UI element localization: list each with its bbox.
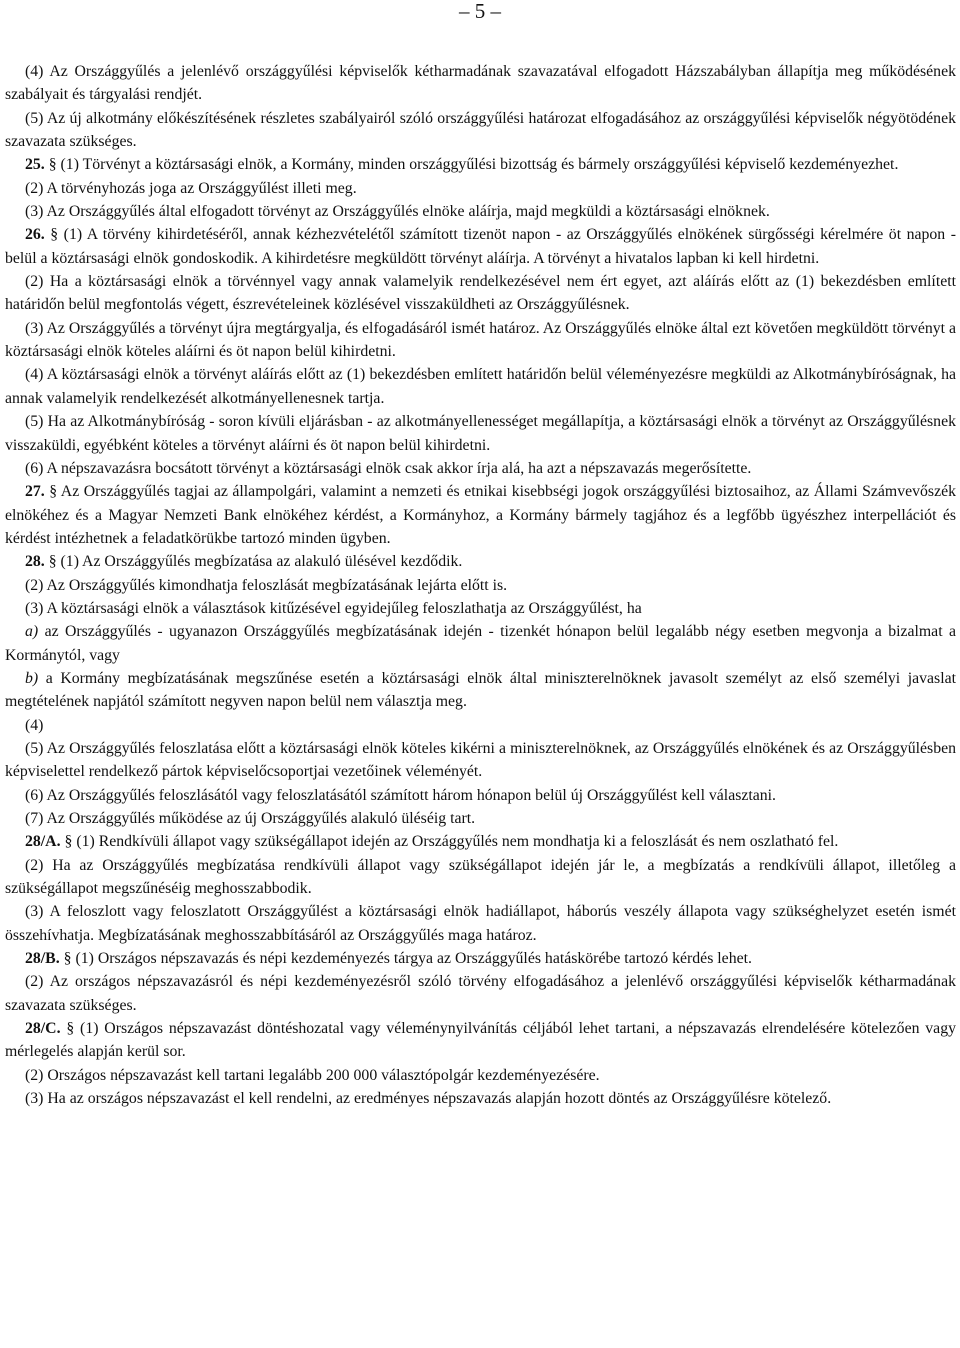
section-number: 28/C.: [25, 1020, 61, 1038]
paragraph: [5, 970, 956, 1017]
paragraph: [5, 1087, 956, 1110]
paragraph: [5, 597, 956, 620]
paragraph: [5, 317, 956, 364]
paragraph-text: (4) Az Országgyűlés a jelenlévő országgyűlési képviselők kétharmadának szavazatával elfogadott Házszabályban állapítja meg működésének szabályait és tárgyalási rendjét.: [5, 63, 956, 104]
paragraph: [5, 480, 956, 550]
point-label: a): [25, 623, 39, 641]
document-body: [5, 60, 956, 1110]
paragraph: [5, 550, 956, 573]
paragraph-text: § (1) A törvény kihirdetéséről, annak kézhezvételétől számított tizenöt napon - az Országgyűlés elnökének sürgősségi kérelmére öt napon - belül a köztársasági elnök gondoskodik. A kihirdetésre megküldött törvényt aláírja. A törvényt a hivatalos lapban ki kell hirdetni.: [5, 226, 956, 267]
section-number: 26.: [25, 226, 45, 244]
paragraph: [5, 900, 956, 947]
paragraph-text: (3) Az Országgyűlés a törvényt újra megtárgyalja, és elfogadásáról ismét határoz. Az Országgyűlés elnöke által ezt követően megküldött törvényt a köztársasági elnök köteles aláírni és öt napon belül kihirdetni.: [5, 319, 956, 361]
point-label: b): [25, 669, 39, 687]
paragraph-text: az Országgyűlés - ugyanazon Országgyűlés megbízatásának idején - tizenkét hónapon belül legalább négy esetben megvonja a bizalmat a Kormánytól, vagy: [5, 623, 956, 664]
paragraph: [5, 410, 956, 457]
paragraph-text: (3) A feloszlott vagy feloszlatott Országgyűlést a köztársasági elnök hadiállapot, háborús veszély állapota vagy szükséghelyzet esetén ismét összehívhatja. Megbízatásának meghosszabbításáról az Országgyűlés maga határoz.: [5, 903, 956, 944]
paragraph-text: § (1) Az Országgyűlés megbízatása az alakuló ülésével kezdődik.: [44, 553, 463, 571]
paragraph-text: (4): [25, 716, 44, 734]
paragraph-text: (2) Ha az Országgyűlés megbízatása rendkívüli állapot vagy szükségállapot idején jár le, a megbízatás a rendkívüli állapot, illetőleg a szükségállapot megszűnéséig meghosszabbodik.: [5, 856, 956, 898]
paragraph-text: (2) Az országos népszavazásról és népi kezdeményezésről szóló törvény elfogadásához a jelenlévő országgyűlési képviselők kétharmadának szavazata szükséges.: [5, 973, 956, 1014]
paragraph: [5, 1017, 956, 1064]
paragraph-text: (6) A népszavazásra bocsátott törvényt a köztársasági elnök csak akkor írja alá, ha azt a népszavazás megerősítette.: [25, 459, 752, 477]
paragraph: [5, 200, 956, 223]
paragraph: [5, 620, 956, 667]
paragraph-text: (7) Az Országgyűlés működése az új Országgyűlés alakuló üléséig tart.: [25, 810, 476, 827]
paragraph-text: (2) Országos népszavazást kell tartani legalább 200 000 választópolgár kezdeményezésére.: [25, 1066, 600, 1084]
paragraph-text: (5) Az új alkotmány előkészítésének részletes szabályairól szóló országgyűlési határozat elfogadásához az országgyűlési képviselők négyötödének szavazata szükséges.: [5, 109, 956, 151]
section-number: 25.: [25, 156, 45, 174]
paragraph-text: (3) A köztársasági elnök a választások kitűzésével egyidejűleg feloszlathatja az Országgyűlést, ha: [25, 599, 642, 617]
paragraph-text: (3) Ha az országos népszavazást el kell rendelni, az eredményes népszavazás alapján hozott döntés az Országgyűlésre kötelező.: [25, 1090, 832, 1108]
paragraph: [5, 1064, 956, 1087]
paragraph-text: (2) Az Országgyűlés kimondhatja feloszlását megbízatásának lejárta előtt is.: [25, 576, 508, 594]
paragraph-text: § (1) Törvényt a köztársasági elnök, a Kormány, minden országgyűlési bizottság és bármely országgyűlési képviselő kezdeményezhet.: [44, 156, 899, 174]
paragraph: [5, 153, 956, 176]
section-number: 28/A.: [25, 833, 61, 851]
paragraph: [5, 947, 956, 970]
paragraph-text: § (1) Rendkívüli állapot vagy szükségállapot idején az Országgyűlés nem mondhatja ki a feloszlását és nem oszlatható fel.: [60, 833, 839, 851]
paragraph: [5, 830, 956, 853]
paragraph-text: § (1) Országos népszavazást döntéshozatal vagy véleménynyilvánítás céljából lehet tartani, a népszavazás elrendelésére kötelezően vagy mérlegelés alapján kerül sor.: [5, 1020, 956, 1061]
paragraph-text: (5) Az Országgyűlés feloszlatása előtt a köztársasági elnök köteles kikérni a miniszterelnöknek, az Országgyűlés elnökének és az Országgyűlésben képviselettel rendelkező pártok képviselőcsoportjai vezetőinek véleményét.: [5, 739, 956, 781]
paragraph-text: (2) A törvényhozás joga az Országgyűlést illeti meg.: [25, 179, 357, 197]
paragraph: [5, 574, 956, 597]
paragraph: [5, 223, 956, 270]
page-number: – 5 –: [459, 0, 501, 23]
section-number: 27.: [25, 483, 45, 501]
paragraph-text: (2) Ha a köztársasági elnök a törvénnyel vagy annak valamelyik rendelkezésével nem ért egyet, azt aláírás előtt az (1) bekezdésben említett határidőn belül megfontolás végett, észrevételeinek közlésével visszaküldheti az Országgyűlésnek.: [5, 273, 956, 314]
paragraph: [5, 714, 956, 737]
paragraph: [5, 737, 956, 784]
paragraph-text: (3) Az Országgyűlés által elfogadott törvényt az Országgyűlés elnöke aláírja, majd megküldi a köztársasági elnöknek.: [25, 203, 770, 221]
paragraph-text: § (1) Országos népszavazás és népi kezdeményezés tárgya az Országgyűlés hatáskörébe tartozó kérdés lehet.: [59, 950, 752, 968]
section-number: 28.: [25, 553, 45, 571]
paragraph: [5, 363, 956, 410]
paragraph: [5, 854, 956, 901]
section-number: 28/B.: [25, 950, 60, 968]
paragraph: [5, 107, 956, 154]
paragraph-text: § Az Országgyűlés tagjai az állampolgári, valamint a nemzeti és etnikai kisebbségi jogok országgyűlési biztosaihoz, az Állami Számvevőszék elnökéhez és a Magyar Nemzeti Bank elnökéhez kérdést, a Kormányhoz, a Kormány bármely tagjához és a legfőbb ügyészhez interpellációt és kérdést intézhetnek a feladatkörükbe tartozó minden ügyben.: [5, 483, 956, 547]
paragraph: [5, 60, 956, 107]
paragraph: [5, 177, 956, 200]
paragraph-text: (5) Ha az Alkotmánybíróság - soron kívüli eljárásban - az alkotmányellenességet megállapítja, a köztársasági elnök a törvényt az Országgyűlésnek visszaküldi, egyébként köteles a törvényt aláírni és öt napon belül kihirdetni.: [5, 413, 956, 454]
paragraph: [5, 784, 956, 807]
paragraph: [5, 270, 956, 317]
paragraph-text: (6) Az Országgyűlés feloszlásától vagy feloszlatásától számított három hónapon belül új Országgyűlést kell választani.: [25, 786, 777, 804]
paragraph: [5, 667, 956, 714]
paragraph-text: (4) A köztársasági elnök a törvényt aláírás előtt az (1) bekezdésben említett határidőn belül véleményezésre megküldi az Alkotmánybíróságnak, ha annak valamelyik rendelkezését alkotmányellenesnek tartja.: [5, 366, 956, 407]
paragraph: [5, 457, 956, 480]
paragraph: [5, 807, 956, 830]
paragraph-text: a Kormány megbízatásának megszűnése esetén a köztársasági elnök által miniszterelnöknek javasolt személyt az első személyi javaslat megtételének napjától számított negyven napon belül nem választja meg.: [5, 669, 956, 711]
